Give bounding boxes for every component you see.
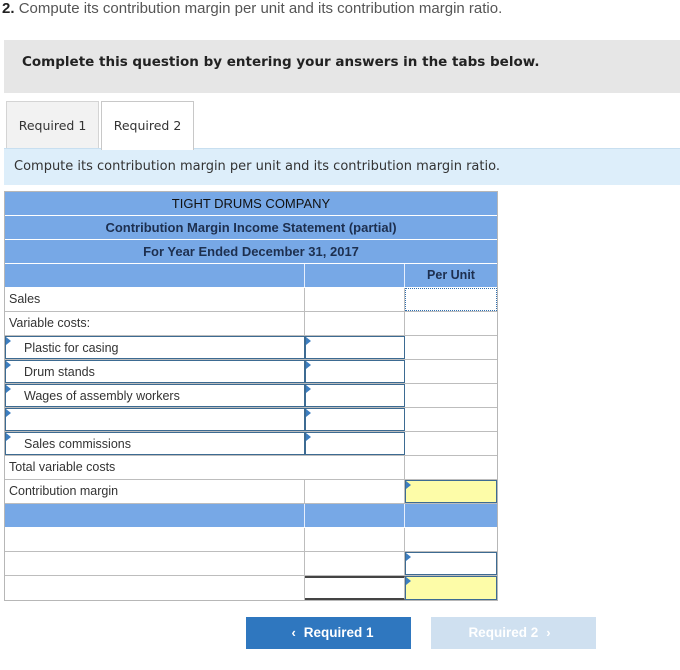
header-blank-2 xyxy=(305,264,405,287)
question-text: Compute its contribution margin per unit and its contribution margin ratio. xyxy=(18,0,503,17)
statement-title: Contribution Margin Income Statement (partial) xyxy=(5,216,497,240)
plastic-label-input[interactable]: Plastic for casing xyxy=(5,336,305,359)
blank-label-input[interactable] xyxy=(5,408,305,431)
sales-label: Sales xyxy=(5,288,305,311)
ratio-input-2[interactable] xyxy=(405,552,497,575)
company-name: TIGHT DRUMS COMPANY xyxy=(5,192,497,216)
table-row xyxy=(5,552,497,576)
table-row xyxy=(5,408,497,432)
table-row xyxy=(5,360,497,384)
divider-blank-1 xyxy=(5,504,305,527)
tab-instructions: Compute its contribution margin per unit and its contribution margin ratio. xyxy=(4,148,680,185)
table-row xyxy=(5,336,497,360)
statement-period: For Year Ended December 31, 2017 xyxy=(5,240,497,264)
table-row xyxy=(5,480,497,504)
table-row xyxy=(5,432,497,456)
blank-amount-input[interactable] xyxy=(305,408,405,431)
total-variable-costs-label: Total variable costs xyxy=(9,460,116,474)
tab-required-1[interactable]: Required 1 xyxy=(6,101,99,149)
table-row xyxy=(5,528,497,552)
table-row xyxy=(5,384,497,408)
divider-blank-3 xyxy=(405,504,497,527)
variable-costs-label: Variable costs: xyxy=(5,312,305,335)
chevron-left-icon: ‹ xyxy=(291,625,296,640)
instructions-banner: Complete this question by entering your answers in the tabs below. xyxy=(4,40,680,93)
chevron-right-icon: › xyxy=(546,625,551,640)
plastic-per-unit xyxy=(405,336,497,359)
plastic-amount-input[interactable] xyxy=(305,336,405,359)
table-row xyxy=(5,288,497,312)
question-header xyxy=(2,0,502,20)
sales-commissions-per-unit xyxy=(405,432,497,455)
sales-per-unit-input[interactable] xyxy=(405,288,497,311)
wages-per-unit xyxy=(405,384,497,407)
ratio-label-1 xyxy=(5,528,305,551)
ratio-label-3 xyxy=(5,576,305,600)
sales-commissions-amount-input[interactable] xyxy=(305,432,405,455)
ratio-amount-1 xyxy=(305,528,405,551)
blank-per-unit xyxy=(405,408,497,431)
per-unit-header: Per Unit xyxy=(427,268,475,282)
next-button-label: Required 2 xyxy=(468,625,539,640)
contribution-margin-ratio-input[interactable] xyxy=(405,576,497,600)
header-blank-1 xyxy=(5,264,305,287)
income-statement-table xyxy=(4,191,498,601)
wages-label-input[interactable]: Wages of assembly workers xyxy=(5,384,305,407)
tab-required-2[interactable]: Required 2 xyxy=(101,101,194,150)
contribution-margin-per-unit-input[interactable] xyxy=(405,480,497,503)
contribution-margin-amount xyxy=(305,480,405,503)
next-required-button[interactable] xyxy=(431,617,596,649)
column-header-row xyxy=(5,264,497,288)
total-variable-amount xyxy=(305,456,405,479)
table-row xyxy=(5,456,497,480)
drum-stands-label-input[interactable]: Drum stands xyxy=(5,360,305,383)
ratio-amount-3 xyxy=(305,576,405,600)
sales-commissions-label-input[interactable]: Sales commissions xyxy=(5,432,305,455)
sales-amount-cell xyxy=(305,288,405,311)
section-divider-row xyxy=(5,504,497,528)
divider-blank-2 xyxy=(305,504,405,527)
question-number: 2. xyxy=(2,0,15,17)
prev-button-label: Required 1 xyxy=(303,625,374,640)
total-variable-per-unit xyxy=(405,456,497,479)
table-row xyxy=(5,576,497,600)
drum-stands-amount-input[interactable] xyxy=(305,360,405,383)
table-row xyxy=(5,312,497,336)
variable-costs-per-unit xyxy=(405,312,497,335)
ratio-per-unit-1 xyxy=(405,528,497,551)
ratio-label-2 xyxy=(5,552,305,575)
prev-required-button[interactable] xyxy=(246,617,411,649)
wages-amount-input[interactable] xyxy=(305,384,405,407)
drum-stands-per-unit xyxy=(405,360,497,383)
contribution-margin-label: Contribution margin xyxy=(5,480,305,503)
ratio-amount-2 xyxy=(305,552,405,575)
variable-costs-amount xyxy=(305,312,405,335)
